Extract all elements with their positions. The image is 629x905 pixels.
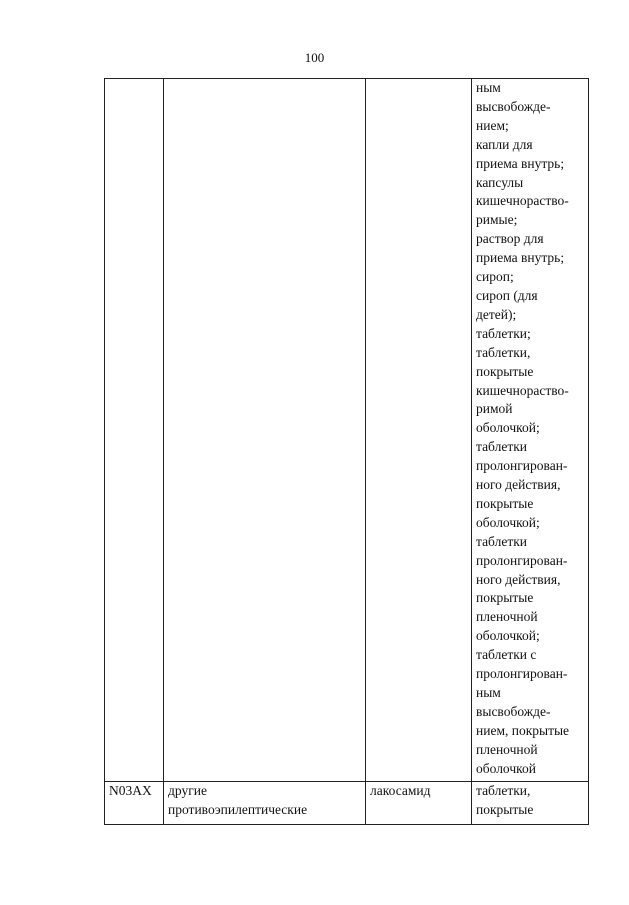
dosage-form-line: высвобожде- (476, 98, 551, 114)
dosage-form-line: оболочкой; (476, 514, 540, 530)
dosage-form-line: приема внутрь; (476, 250, 565, 266)
atc-code-cell (105, 79, 164, 782)
dosage-form-line: кишечнораство- (476, 193, 569, 209)
dosage-form-line: ным (476, 80, 501, 95)
pharmacological-group-cell (164, 79, 366, 782)
dosage-form-line: нием, покрытые (476, 722, 570, 738)
dosage-form-line: капсулы (476, 174, 524, 190)
dosage-form-line: приема внутрь; (476, 155, 565, 171)
dosage-form-line: таблетки, (476, 783, 531, 798)
dosage-form-line: таблетки, (476, 344, 531, 360)
dosage-form-line: покрытые (476, 495, 534, 511)
dosage-forms-cell (472, 782, 589, 825)
dosage-forms-cell (472, 79, 589, 782)
dosage-form-line: римые; (476, 212, 518, 228)
substance-cell: лакосамид (366, 782, 472, 825)
dosage-form-line: нием; (476, 117, 509, 133)
dosage-form-line: высвобожде- (476, 703, 551, 719)
dosage-form-line: капли для (476, 136, 533, 152)
dosage-form-line: таблетки (476, 533, 528, 549)
dosage-form-line: кишечнораство- (476, 382, 569, 398)
dosage-form-line: пролонгирован- (476, 458, 568, 474)
dosage-form-line: таблетки (476, 439, 528, 455)
dosage-form-line: раствор для (476, 231, 544, 247)
table-row (105, 79, 589, 782)
dosage-form-line: сироп (для (476, 287, 538, 303)
dosage-form-line: покрытые (476, 801, 534, 817)
dosage-form-line: ного действия, (476, 477, 561, 493)
dosage-form-line: покрытые (476, 363, 534, 379)
dosage-form-line: сироп; (476, 269, 514, 285)
dosage-form-line: оболочкой; (476, 628, 540, 644)
dosage-form-line: покрытые (476, 590, 534, 606)
dosage-form-line: детей); (476, 306, 517, 322)
dosage-form-line: пленочной (476, 741, 538, 757)
dosage-form-line: оболочкой (476, 760, 536, 776)
dosage-form-line: пролонгирован- (476, 552, 568, 568)
drug-table (104, 78, 589, 825)
dosage-form-line: оболочкой; (476, 420, 540, 436)
dosage-form-line: таблетки; (476, 325, 531, 341)
pharmacological-group-cell (164, 782, 366, 825)
group-line: противоэпилептические (168, 801, 308, 817)
atc-code-cell: N03AX (105, 782, 164, 825)
page-number: 100 (304, 50, 325, 65)
group-line: другие (168, 783, 207, 798)
table-row (105, 782, 589, 825)
substance-cell (366, 79, 472, 782)
dosage-form-line: ным (476, 685, 501, 700)
dosage-form-line: ного действия, (476, 571, 561, 587)
dosage-form-line: пролонгирован- (476, 666, 568, 682)
dosage-form-line: римой (476, 401, 513, 417)
dosage-form-line: пленочной (476, 609, 538, 625)
dosage-form-line: таблетки с (476, 647, 537, 663)
